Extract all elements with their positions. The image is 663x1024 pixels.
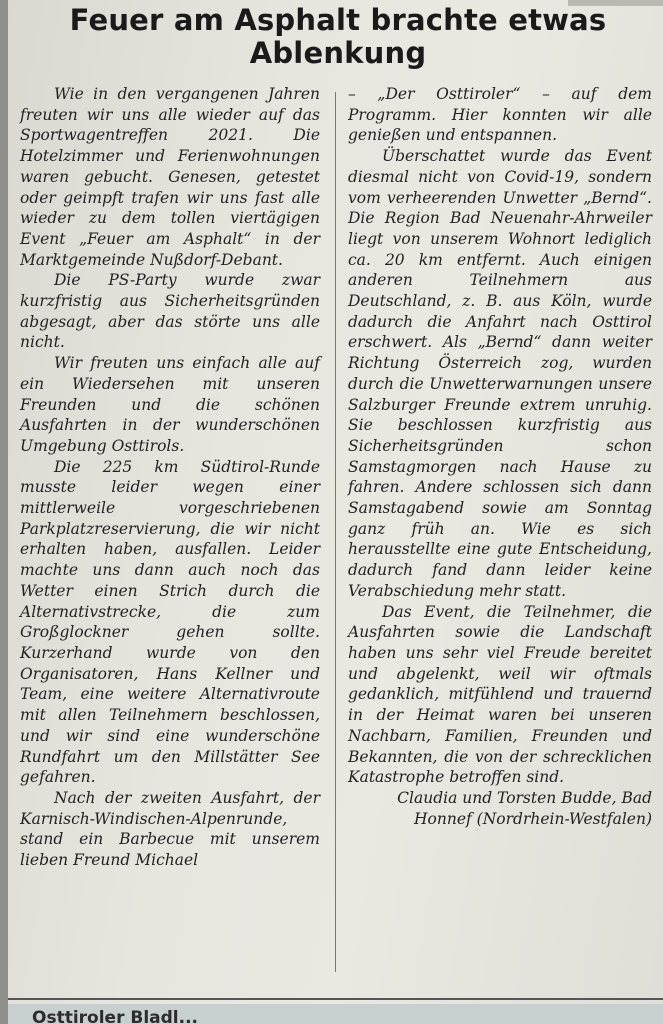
article-headline: Feuer am Asphalt brachte etwas Ablenkung	[69, 3, 607, 70]
section-divider	[8, 998, 663, 1000]
paragraph: Wie in den vergangenen Jahren freuten wir uns alle wieder auf das Sportwagentreffen 2021. Die Hotelzimmer und Ferienwohnungen waren gebucht. Genesen, getestet oder geimpft trafen wir uns fast alle wieder zu dem tollen viertägigen Event „Feuer am Asphalt“ in der Marktgemeinde Nußdorf-Debant.	[20, 85, 320, 269]
paragraph: Überschattet wurde das Event diesmal nicht von Covid-19, sondern vom verheerenden Unwetter „Bernd“. Die Region Bad Neuenahr-Ahrweiler liegt von unserem Wohnort lediglich ca. 20 km entfernt. Auch einigen anderen Teilnehmern aus Deutschland, z. B. aus Köln, wurde dadurch die Anfahrt nach Osttirol erschwert. Als „Bernd“ dann weiter Richtung Österreich zog, wurden durch die Unwetterwarnungen unsere Salzburger Freunde extrem unruhig. Sie beschlossen kurzfristig aus Sicherheitsgründen schon Samstagmorgen nach Hause zu fahren. Andere schlossen sich dann Samstagabend sowie am Sonntag ganz früh an. Wie es sich herausstellte eine gute Entscheidung, dadurch fand dann leider keine Verabschiedung mehr statt.	[348, 147, 652, 600]
paragraph: Das Event, die Teilnehmer, die Ausfahrten sowie die Landschaft haben uns sehr viel Freude bereitet und abgelenkt, weil wir oftmals gedanklich, mitfühlend und trauernd in der Heimat waren bei unseren Nachbarn, Familien, Freunden und Bekannten, die von der schrecklichen Katastrophe betroffen sind.	[348, 602, 652, 787]
author-signature: Claudia und Torsten Budde, Bad Honnef (Nordrhein-Westfalen)	[397, 788, 652, 828]
article-body	[20, 84, 652, 999]
paragraph: Die PS-Party wurde zwar kurzfristig aus Sicherheitsgründen abgesagt, aber das störte uns alle nicht.	[20, 271, 320, 352]
paragraph: Wir freuten uns einfach alle auf ein Wiedersehen mit unseren Freunden und die schönen Ausfahrten in der wunderschönen Umgebung Osttirols.	[20, 354, 320, 455]
paragraph-continuation: – „Der Osttiroler“ – auf dem Programm. Hier konnten wir alle genießen und entspannen.	[348, 85, 652, 145]
right-column	[348, 84, 652, 829]
newspaper-page	[8, 0, 663, 1024]
left-column	[20, 84, 320, 871]
paragraph: Die 225 km Südtirol-Runde musste leider wegen einer mittlerweile vorgeschriebenen Parkplatzreservierung, die wir nicht erhalten haben, ausfallen. Leider machte uns dann auch noch das Wetter einen Strich durch die Alternativstrecke, die zum Großglockner gehen sollte. Kurzerhand wurde von den Organisatoren, Hans Kellner und Team, eine weitere Alternativroute mit allen Teilnehmern beschlossen, und wir sind eine wunderschöne Rundfahrt um den Millstätter See gefahren.	[20, 457, 320, 787]
next-article-headline: Osttiroler Bladl...	[32, 1008, 198, 1024]
paragraph: Nach der zweiten Ausfahrt, der Karnisch-Windischen-Alpenrunde, stand ein Barbecue mit unserem lieben Freund Michael	[20, 788, 320, 870]
column-divider	[335, 92, 336, 972]
